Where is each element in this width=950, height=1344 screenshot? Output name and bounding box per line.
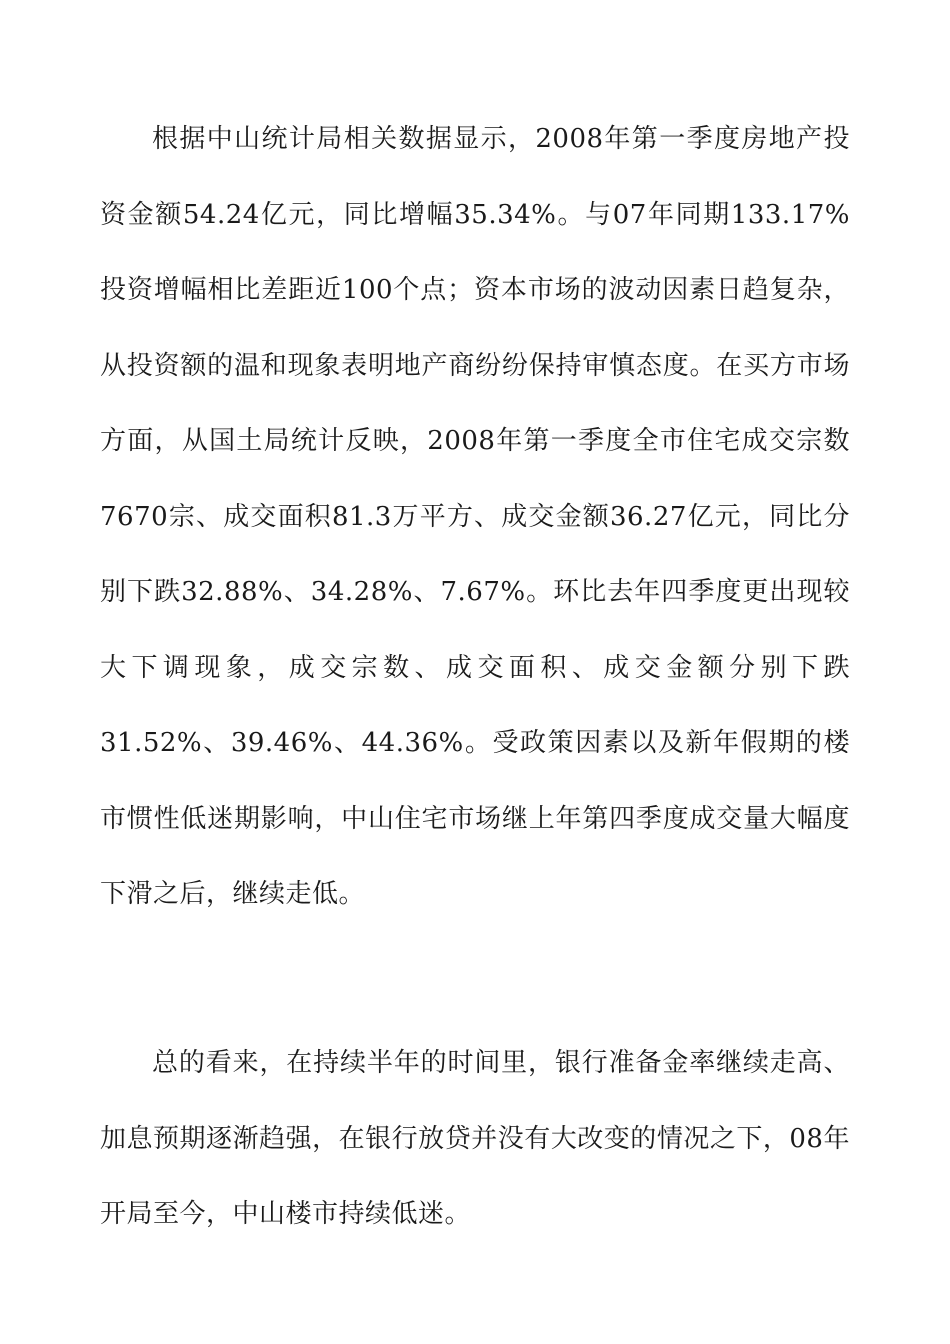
body-paragraph-1: 根据中山统计局相关数据显示，2008年第一季度房地产投资金额54.24亿元，同比增幅35.34%。与07年同期133.17%投资增幅相比差距近100个点；资本市场的波动因素日趋复杂，从投资额的温和现象表明地产商纷纷保持审慎态度。在买方市场方面，从国土局统计反映，2008年第一季度全市住宅成交宗数7670宗、成交面积81.3万平方、成交金额36.27亿元，同比分别下跌32.88%、34.28%、7.67%。环比去年四季度更出现较大下调现象，成交宗数、成交面积、成交金额分别下跌31.52%、39.46%、44.36%。受政策因素以及新年假期的楼市惯性低迷期影响，中山住宅市场继上年第四季度成交量大幅度下滑之后，继续走低。: [100, 124, 850, 909]
body-paragraph-2: 总的看来，在持续半年的时间里，银行准备金率继续走高、加息预期逐渐趋强，在银行放贷并没有大改变的情况之下，08年开局至今，中山楼市持续低迷。: [100, 1048, 850, 1229]
